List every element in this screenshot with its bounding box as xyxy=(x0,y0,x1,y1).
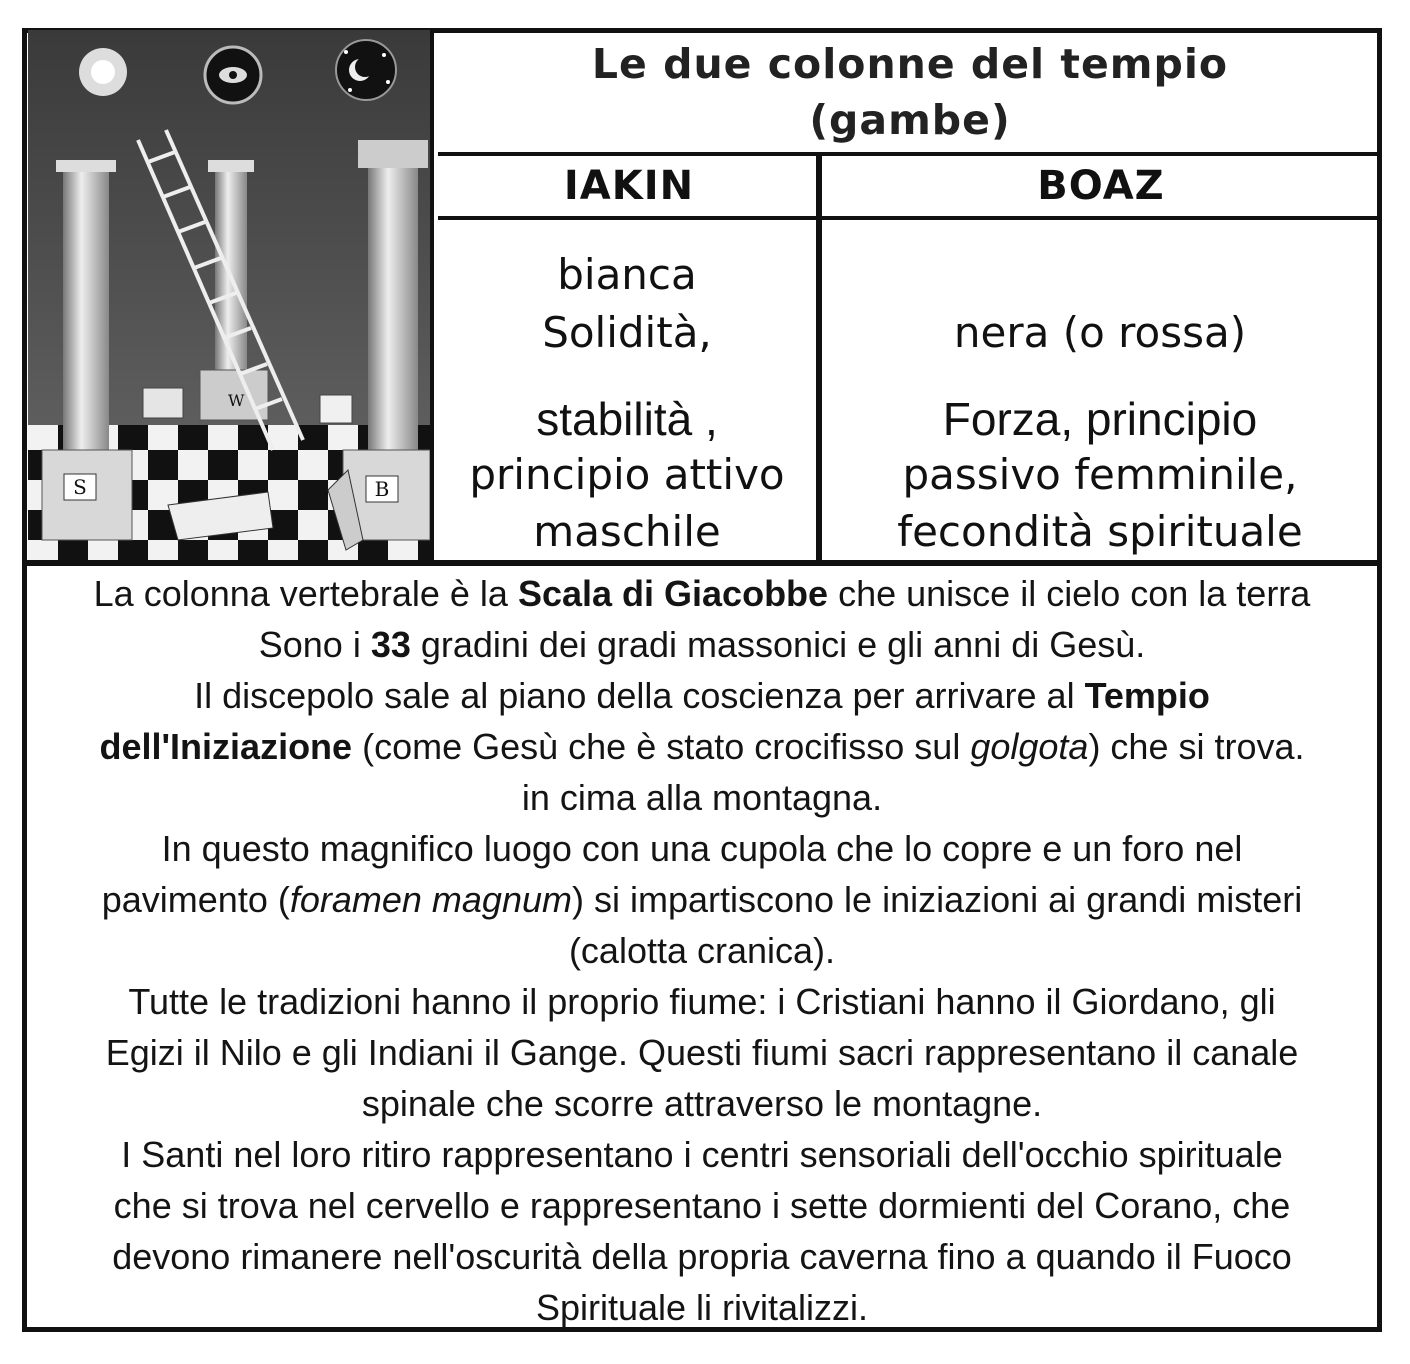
cubic-stone xyxy=(320,395,352,423)
column-body-iakin xyxy=(438,220,816,564)
column-body-boaz xyxy=(822,220,1378,564)
text-line: devono rimanere nell'oscurità della propria caverna fino a quando il Fuoco xyxy=(112,1236,1292,1277)
text-line: I Santi nel loro ritiro rappresentano i centri sensoriali dell'occhio spirituale xyxy=(121,1134,1283,1175)
boaz-line: nera (o rossa) xyxy=(953,308,1247,357)
boaz-line: Forza, principio xyxy=(942,393,1258,445)
text-line: Egizi il Nilo e gli Indiani il Gange. Questi fiumi sacri rappresentano il canale xyxy=(105,1032,1299,1073)
table-title-cell xyxy=(438,32,1382,156)
text-line: Spirituale li rivitalizzi. xyxy=(535,1287,869,1328)
sun-icon xyxy=(79,48,127,96)
column-header-boaz: BOAZ xyxy=(820,156,1382,220)
text-line: Il discepolo sale al piano della coscienza per arrivare al Tempio xyxy=(194,675,1210,716)
pillar-left-letter: S xyxy=(73,475,87,499)
iakin-line: Solidità, xyxy=(542,308,712,357)
text-line: pavimento (foramen magnum) si impartiscono le iniziazioni ai grandi misteri xyxy=(101,879,1303,920)
text-line: Tutte le tradizioni hanno il proprio fiume: i Cristiani hanno il Giordano, gli xyxy=(128,981,1276,1022)
iakin-line: stabilità , xyxy=(536,393,718,445)
boaz-line: fecondità spirituale xyxy=(897,507,1303,556)
pillar-right-letter: B xyxy=(374,477,390,501)
temple-drawing xyxy=(28,30,430,564)
text-line: (calotta cranica). xyxy=(568,930,836,971)
table-right-border xyxy=(1378,156,1382,564)
table-title-line2: (gambe) xyxy=(809,96,1011,144)
masonic-temple-illustration xyxy=(28,30,434,564)
text-line: spinale che scorre attraverso le montagne. xyxy=(361,1083,1043,1124)
text-line: che si trova nel cervello e rappresentano i sette dormienti del Corano, che xyxy=(113,1185,1291,1226)
moon-stars-icon xyxy=(336,40,396,100)
boaz-line: passivo femminile, xyxy=(902,450,1298,499)
iakin-line: principio attivo xyxy=(469,450,785,499)
table-title-line1: Le due colonne del tempio xyxy=(591,40,1229,88)
altar-letter: W xyxy=(228,391,245,410)
eye-icon xyxy=(205,47,261,103)
text-line: La colonna vertebrale è la Scala di Giacobbe che unisce il cielo con la terra xyxy=(93,573,1311,614)
text-line: in cima alla montagna. xyxy=(521,777,883,818)
iakin-line: bianca xyxy=(557,250,697,299)
explanation-text xyxy=(27,568,1377,1333)
text-line: dell'Iniziazione (come Gesù che è stato crocifisso sul golgota) che si trova. xyxy=(99,726,1305,767)
column-header-iakin: IAKIN xyxy=(438,156,820,220)
rough-ashlar xyxy=(143,388,183,418)
section-divider xyxy=(22,560,1382,566)
table-title xyxy=(592,36,1228,148)
text-line: In questo magnifico luogo con una cupola che lo copre e un foro nel xyxy=(161,828,1243,869)
text-line: Sono i 33 gradini dei gradi massonici e gli anni di Gesù. xyxy=(258,624,1146,665)
iakin-line: maschile xyxy=(533,507,721,556)
